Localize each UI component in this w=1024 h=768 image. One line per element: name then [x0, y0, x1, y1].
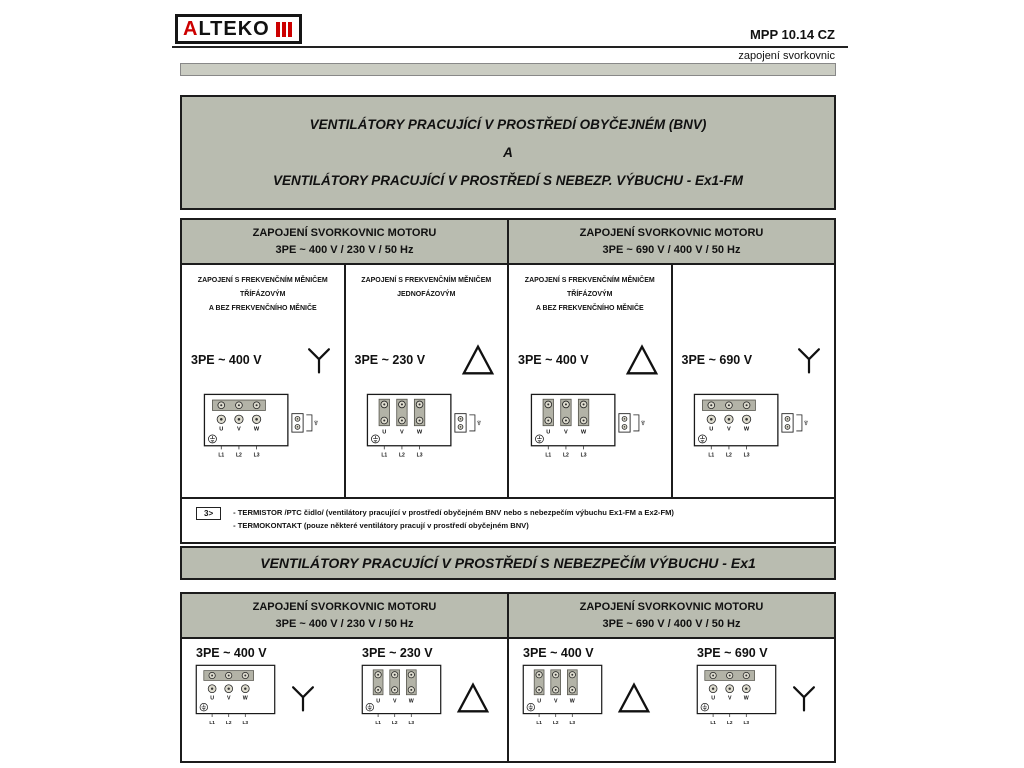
terminal-screw-center	[377, 674, 379, 676]
motor-header-left	[182, 594, 507, 637]
connection-symbol	[624, 344, 660, 376]
terminal-screw-center	[244, 675, 246, 677]
header-line: 3PE ~ 400 V / 230 V / 50 Hz	[275, 618, 414, 631]
diagram-label: U	[218, 426, 224, 433]
terminal-screw-center	[787, 426, 788, 427]
delta-symbol-icon	[624, 344, 660, 376]
logo-text: ALTEKO	[183, 18, 270, 40]
connection-column-2	[344, 265, 508, 497]
section1-table	[180, 218, 836, 544]
terminal-diagram-svg	[529, 392, 651, 461]
connection-symbol	[616, 682, 652, 714]
diagram-label: W	[408, 698, 414, 705]
star-symbol-icon	[790, 683, 818, 713]
connection-symbol	[289, 683, 317, 713]
voltage-row	[673, 338, 835, 382]
diagram-label: V	[392, 698, 397, 705]
diagram-label: L1	[209, 720, 215, 726]
terminal-screw-center	[410, 689, 412, 691]
terminal-screw-center	[571, 674, 573, 676]
diagram-row	[695, 663, 818, 733]
diagram-label: L1	[536, 720, 542, 726]
column-subheader	[182, 265, 344, 338]
connection-group-4	[695, 644, 818, 759]
terminal-screw-center	[297, 418, 298, 419]
terminal-diagram-slot	[521, 663, 607, 733]
terminal-diagram-svg	[202, 392, 324, 461]
section1-title-box	[180, 95, 836, 210]
voltage-label: 3PE ~ 400 V	[518, 353, 589, 368]
connection-column-1	[182, 265, 344, 497]
terminal-screw-center	[746, 404, 748, 406]
voltage-row	[509, 338, 671, 382]
terminal-screw-center	[244, 688, 246, 690]
aux-marker: 3>	[640, 420, 646, 426]
connection-symbol	[795, 345, 823, 375]
diagram-label: W	[242, 695, 248, 702]
connection-group-2	[360, 644, 491, 759]
terminal-screw-center	[728, 688, 730, 690]
aux-marker: 3>	[313, 420, 319, 426]
diagram-label: U	[382, 429, 387, 436]
voltage-label: 3PE ~ 400 V	[191, 353, 262, 368]
diagram-label: U	[545, 429, 551, 436]
header-line: ZAPOJENÍ SVORKOVNIC MOTORU	[252, 601, 437, 613]
terminal-screw-center	[728, 418, 731, 421]
terminal-screw-center	[565, 420, 567, 422]
header-line: ZAPOJENÍ SVORKOVNIC MOTORU	[579, 601, 764, 613]
header-line: 3PE ~ 690 V / 400 V / 50 Hz	[602, 244, 741, 257]
terminal-screw-center	[624, 426, 625, 427]
terminal-screw-center	[227, 688, 229, 690]
terminal-diagram-slot	[673, 392, 835, 461]
header-gray-strip	[180, 63, 836, 76]
terminal-screw-center	[383, 420, 385, 422]
diagram-label: L3	[743, 452, 750, 459]
diagram-label: L1	[710, 720, 716, 726]
delta-symbol-icon	[455, 682, 491, 714]
terminal-screw-center	[211, 688, 213, 690]
header-line: ZAPOJENÍ SVORKOVNIC MOTORU	[579, 227, 764, 239]
diagram-label: L3	[743, 720, 750, 726]
diagram-label: L3	[408, 720, 415, 726]
subheader-line: JEDNOFÁZOVÝM	[397, 291, 456, 299]
aux-bracket	[797, 415, 803, 431]
section1-title-line3: VENTILÁTORY PRACUJÍCÍ V PROSTŘEDÍ S NEBEZP. VÝBUCHU - Ex1-FM	[272, 173, 744, 188]
header-divider	[172, 46, 848, 48]
column-subheader	[346, 265, 508, 338]
terminal-screw-center	[401, 403, 403, 405]
terminal-screw-center	[394, 689, 396, 691]
terminal-diagram-svg	[365, 392, 487, 461]
diagram-label: W	[417, 429, 423, 436]
voltage-label: 3PE ~ 400 V	[523, 646, 594, 661]
aux-bracket	[633, 415, 639, 431]
voltage-label: 3PE ~ 230 V	[362, 646, 433, 661]
diagram-label: L2	[235, 452, 242, 459]
diagram-label: L1	[381, 452, 388, 459]
diagram-row	[194, 663, 317, 733]
motor-header-right	[507, 220, 834, 263]
terminal-screw-center	[571, 689, 573, 691]
diagram-label: U	[537, 698, 542, 705]
terminal-screw-center	[555, 689, 557, 691]
note-row	[182, 497, 834, 542]
delta-symbol-icon	[460, 344, 496, 376]
terminal-screw-center	[746, 418, 749, 421]
terminal-screw-center	[460, 426, 461, 427]
column-subheader	[509, 265, 671, 338]
terminal-screw-center	[394, 674, 396, 676]
aux-bracket	[306, 415, 312, 431]
terminal-screw-center	[220, 404, 222, 406]
terminal-diagram-slot	[346, 392, 508, 461]
terminal-screw-center	[745, 675, 747, 677]
star-symbol-icon	[305, 345, 333, 375]
diagram-label: L1	[218, 452, 224, 459]
aux-marker: 3>	[476, 420, 482, 426]
voltage-label: 3PE ~ 400 V	[196, 646, 267, 661]
diagram-label: V	[563, 429, 568, 436]
terminal-screw-center	[582, 420, 584, 422]
diagram-label: L2	[726, 720, 733, 726]
diagram-label: L2	[399, 452, 406, 459]
doc-code: MPP 10.14 CZ	[749, 27, 835, 42]
section2-table	[180, 592, 836, 763]
terminal-screw-center	[228, 675, 230, 677]
column-subheader	[673, 265, 835, 338]
diagram-label: L2	[726, 452, 733, 459]
terminal-screw-center	[624, 418, 625, 419]
terminal-screw-center	[255, 418, 258, 421]
aux-bracket	[470, 415, 476, 431]
diagram-label: L2	[562, 452, 569, 459]
connection-symbol	[460, 344, 496, 376]
section1-title-line1: VENTILÁTORY PRACUJÍCÍ V PROSTŘEDÍ OBYČEJNÉM (BNV)	[309, 117, 707, 132]
terminal-screw-center	[712, 688, 714, 690]
terminal-screw-center	[383, 403, 385, 405]
diagram-label: W	[253, 426, 259, 433]
terminal-screw-center	[538, 674, 540, 676]
terminal-diagram-svg	[360, 663, 446, 728]
diagram-label: V	[226, 695, 231, 702]
table-half-left	[182, 639, 507, 761]
subheader-line: TŘÍFÁZOVÝM	[240, 291, 286, 299]
diagram-label: U	[711, 695, 716, 702]
terminal-diagram-slot	[182, 392, 344, 461]
terminal-screw-center	[538, 689, 540, 691]
terminal-screw-center	[710, 404, 712, 406]
terminal-screw-center	[401, 420, 403, 422]
diagram-label: V	[727, 426, 732, 433]
diagram-label: L3	[416, 452, 423, 459]
terminal-screw-center	[377, 689, 379, 691]
connection-column-3	[507, 265, 671, 497]
note-line: - TERMISTOR /PTC čidlo/ (ventilátory pracující v prostředí obyčejném BNV nebo s nebezpečím výbuchu Ex1-FM a Ex2-FM)	[233, 508, 674, 518]
subheader-line: A BEZ FREKVENČNÍHO MĚNIČE	[535, 305, 644, 313]
terminal-screw-center	[547, 420, 549, 422]
terminal-screw-center	[220, 418, 223, 421]
subheader-line: A BEZ FREKVENČNÍHO MĚNIČE	[208, 305, 317, 313]
diagram-label: L1	[708, 452, 715, 459]
terminal-diagram-svg	[692, 392, 814, 461]
voltage-row	[182, 338, 344, 382]
aux-marker: 3>	[803, 420, 809, 426]
terminal-screw-center	[419, 420, 421, 422]
motor-header-right	[507, 594, 834, 637]
terminal-diagram-slot	[194, 663, 280, 733]
diagram-label: L3	[253, 452, 260, 459]
diagram-label: V	[400, 429, 405, 436]
diagram-label: U	[210, 695, 215, 702]
terminal-screw-center	[547, 403, 549, 405]
terminal-screw-center	[460, 418, 461, 419]
section1-table-head	[182, 220, 834, 265]
diagram-row	[360, 663, 491, 733]
diagram-label: V	[236, 426, 241, 433]
subheader-line: TŘÍFÁZOVÝM	[567, 291, 613, 299]
terminal-screw-center	[582, 403, 584, 405]
terminal-diagram-svg	[194, 663, 280, 728]
subheader-line: ZAPOJENÍ S FREKVENČNÍM MĚNIČEM	[524, 277, 655, 285]
terminal-diagram-svg	[695, 663, 781, 728]
diagram-label: L2	[225, 720, 232, 726]
terminal-screw-center	[410, 674, 412, 676]
section1-title-line2: A	[503, 145, 513, 160]
diagram-label: V	[553, 698, 558, 705]
diagram-label: W	[569, 698, 575, 705]
section2-table-head	[182, 594, 834, 639]
connection-group-1	[194, 644, 317, 759]
diagram-label: L2	[552, 720, 559, 726]
diagram-label: W	[744, 426, 750, 433]
connection-symbol	[305, 345, 333, 375]
diagram-label: L1	[375, 720, 381, 726]
voltage-row	[346, 338, 508, 382]
header-line: 3PE ~ 400 V / 230 V / 50 Hz	[275, 244, 414, 257]
diagram-row	[521, 663, 652, 733]
diagram-label: L3	[569, 720, 576, 726]
terminal-screw-center	[729, 675, 731, 677]
connection-group-3	[521, 644, 652, 759]
section2-table-body	[182, 639, 834, 761]
terminal-diagram-slot	[360, 663, 446, 733]
diagram-label: L3	[242, 720, 249, 726]
terminal-screw-center	[237, 418, 240, 421]
terminal-diagram-svg	[521, 663, 607, 728]
connection-symbol	[790, 683, 818, 713]
terminal-screw-center	[712, 675, 714, 677]
diagram-label: L2	[391, 720, 398, 726]
connection-column-4	[671, 265, 835, 497]
terminal-diagram-slot	[509, 392, 671, 461]
voltage-label: 3PE ~ 690 V	[697, 646, 768, 661]
diagram-label: L3	[580, 452, 587, 459]
alteko-logo	[175, 14, 302, 44]
diagram-label: L1	[545, 452, 551, 459]
note-lines	[233, 507, 674, 533]
section1-table-body	[182, 265, 834, 497]
diagram-label: W	[580, 429, 586, 436]
subheader-line: ZAPOJENÍ S FREKVENČNÍM MĚNIČEM	[361, 277, 492, 285]
terminal-screw-center	[255, 404, 257, 406]
page-subtitle: zapojení svorkovnic	[738, 50, 835, 62]
diagram-label: V	[727, 695, 732, 702]
logo-bars-icon	[274, 22, 292, 37]
diagram-label: U	[376, 698, 381, 705]
terminal-screw-center	[211, 675, 213, 677]
star-symbol-icon	[795, 345, 823, 375]
thermistor-marker-box: 3>	[196, 507, 221, 520]
terminal-diagram-slot	[695, 663, 781, 733]
voltage-label: 3PE ~ 690 V	[681, 353, 753, 368]
terminal-screw-center	[419, 403, 421, 405]
header-line: 3PE ~ 690 V / 400 V / 50 Hz	[602, 618, 741, 631]
terminal-screw-center	[555, 674, 557, 676]
diagram-label: W	[743, 695, 749, 702]
star-symbol-icon	[289, 683, 317, 713]
terminal-screw-center	[710, 418, 713, 421]
delta-symbol-icon	[616, 682, 652, 714]
header-line: ZAPOJENÍ SVORKOVNIC MOTORU	[252, 227, 437, 239]
note-line: - TERMOKONTAKT (pouze některé ventilátory pracují v prostředí obyčejném BNV)	[233, 521, 529, 530]
terminal-screw-center	[745, 688, 747, 690]
table-half-right	[507, 639, 834, 761]
diagram-label: U	[709, 426, 714, 433]
subheader-line: ZAPOJENÍ S FREKVENČNÍM MĚNIČEM	[197, 277, 328, 285]
terminal-screw-center	[787, 418, 788, 419]
motor-header-left	[182, 220, 507, 263]
terminal-screw-center	[297, 426, 298, 427]
terminal-screw-center	[565, 403, 567, 405]
terminal-screw-center	[238, 404, 240, 406]
section2-title-box: VENTILÁTORY PRACUJÍCÍ V PROSTŘEDÍ S NEBEZPEČÍM VÝBUCHU - Ex1	[180, 546, 836, 580]
voltage-label: 3PE ~ 230 V	[354, 353, 426, 368]
terminal-screw-center	[728, 404, 730, 406]
connection-symbol	[455, 682, 491, 714]
